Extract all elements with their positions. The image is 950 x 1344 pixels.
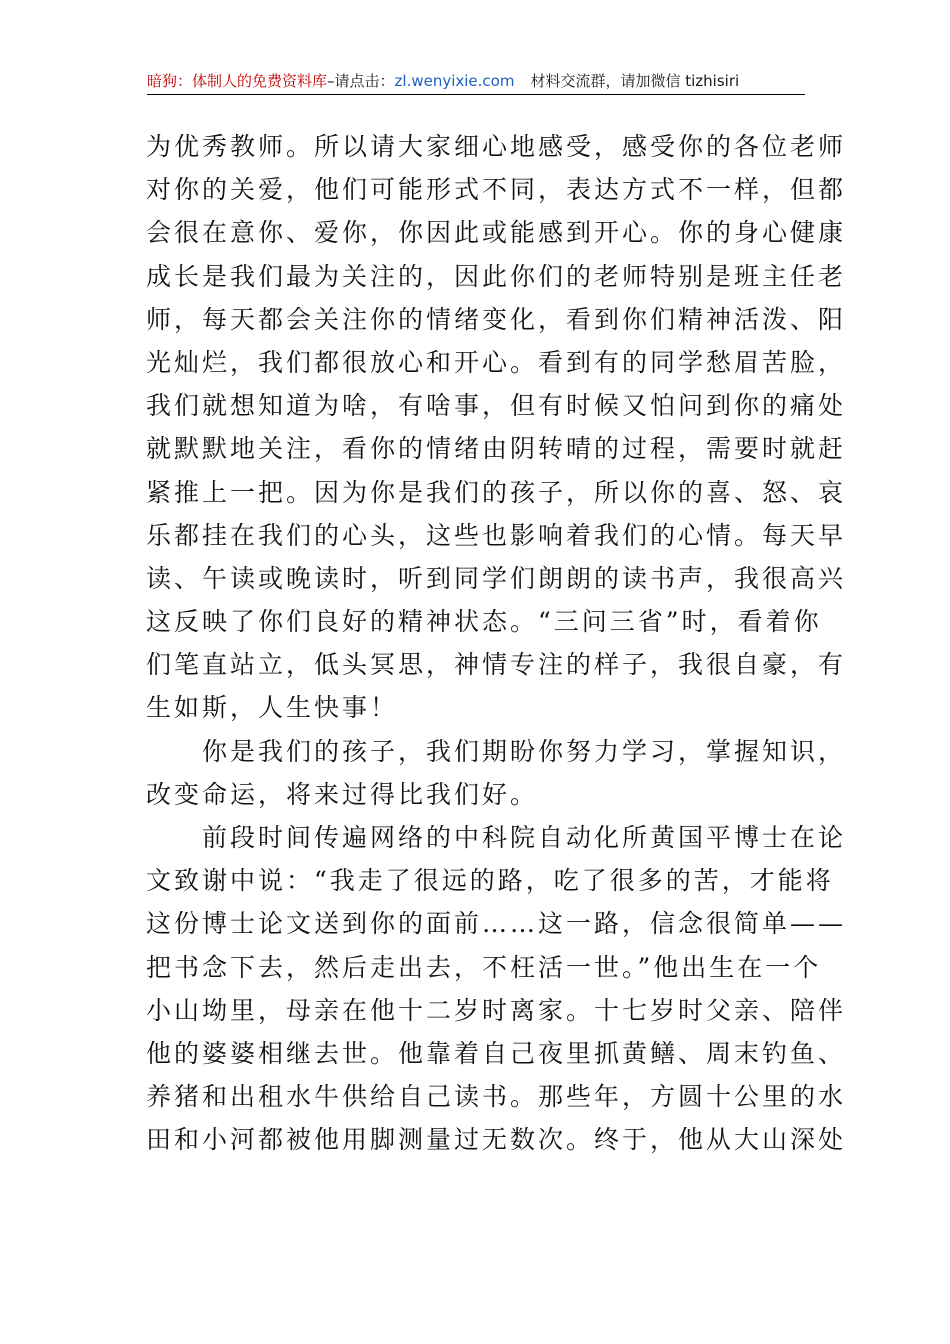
text-line: 这份博士论文送到你的面前……这一路，信念很简单—— [146,909,847,939]
text-line: 养猪和出租水牛供给自己读书。那些年，方圆十公里的水 [146,1082,847,1112]
header-url-link[interactable]: zl.wenyixie.com [394,72,515,90]
text-line: 成长是我们最为关注的，因此你们的老师特别是班主任老 [146,261,847,291]
header-click-label: –请点击： [327,72,395,90]
text-line: 田和小河都被他用脚测量过无数次。终于，他从大山深处 [146,1125,847,1155]
text-line: 为优秀教师。所以请大家细心地感受，感受你的各位老师 [146,132,847,161]
text-line: 文致谢中说：“我走了很远的路，吃了很多的苦，才能将 [146,866,834,896]
text-line: 小山坳里，母亲在他十二岁时离家。十七岁时父亲、陪伴 [146,995,847,1025]
text-line: 紧推上一把。因为你是我们的孩子，所以你的喜、怒、哀 [146,477,847,507]
text-line: 读、午读或晚读时，听到同学们朗朗的读书声，我很高兴 [146,563,847,593]
text-line: 你是我们的孩子，我们期盼你努力学习，掌握知识， [202,736,847,766]
page-header [147,70,805,95]
text-line: 改变命运，将来过得比我们好。 [146,779,539,809]
text-line: 光灿烂，我们都很放心和开心。看到有的同学愁眉苦脸， [146,347,847,377]
text-line: 他的婆婆相继去世。他靠着自己夜里抓黄鳝、周末钓鱼、 [146,1038,847,1068]
text-line: 就默默地关注，看你的情绪由阴转晴的过程，需要时就赶 [146,434,847,464]
text-line: 把书念下去，然后走出去，不枉活一世。”他出生在一个 [146,952,822,982]
header-wechat-group: 材料交流群，请加微信 tizhisiri [530,72,740,90]
text-line: 乐都挂在我们的心头，这些也影响着我们的心情。每天早 [146,520,847,550]
text-line: 前段时间传遍网络的中科院自动化所黄国平博士在论 [202,823,847,852]
text-line: 生如斯，人生快事！ [146,693,399,723]
text-line: 这反映了你们良好的精神状态。“三问三省”时，看着你 [146,607,822,637]
header-site-name: 暗狗：体制人的免费资料库 [147,72,328,90]
text-line: 会很在意你、爱你，你因此或能感到开心。你的身心健康 [146,218,847,248]
text-line: 我们就想知道为啥，有啥事，但有时候又怕问到你的痛处 [146,391,847,421]
text-line: 们笔直站立，低头冥思，神情专注的样子，我很自豪，有 [146,650,847,680]
text-line: 师，每天都会关注你的情绪变化，看到你们精神活泼、阳 [146,304,847,334]
body-text [146,125,847,1162]
text-line: 对你的关爱，他们可能形式不同，表达方式不一样，但都 [146,175,847,205]
